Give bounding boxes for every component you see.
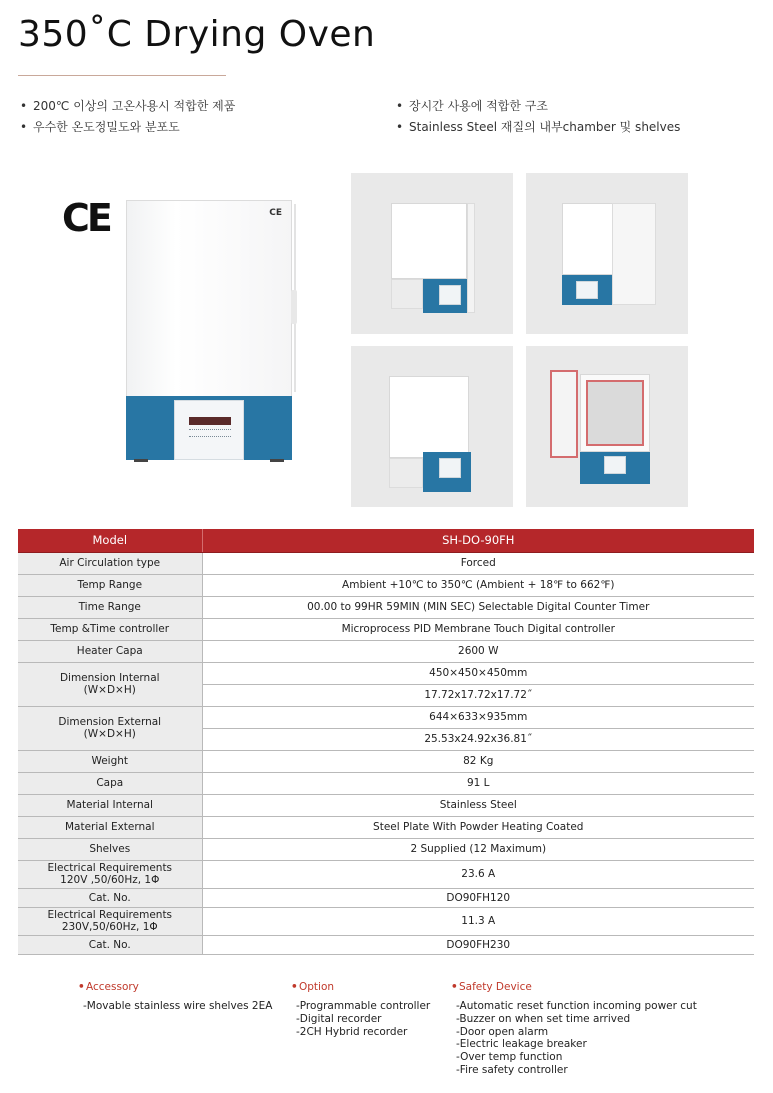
ce-label-icon: CE: [269, 208, 282, 218]
oven-open-door-image: [526, 346, 688, 507]
safety-device-section: [451, 981, 697, 1077]
model-number: SH-DO-90FH: [202, 529, 754, 552]
list-item: -Fire safety controller: [456, 1063, 568, 1076]
list-item: -Door open alarm: [456, 1025, 549, 1038]
spec-value: 11.3 A: [202, 907, 754, 935]
list-item: -Automatic reset function incoming power cut: [456, 1000, 697, 1012]
spec-label: Heater Capa: [18, 640, 202, 662]
table-row: [18, 888, 754, 907]
page-title: 350˚C Drying Oven: [18, 14, 376, 55]
spec-label: Cat. No.: [18, 935, 202, 954]
table-row: [18, 935, 754, 954]
spec-label: Time Range: [18, 596, 202, 618]
spec-value: Stainless Steel: [202, 794, 754, 816]
table-row: [18, 706, 754, 728]
list-item: -Digital recorder: [296, 1012, 382, 1025]
spec-value: 00.00 to 99HR 59MIN (MIN SEC) Selectable Digital Counter Timer: [202, 596, 754, 618]
table-row: [18, 662, 754, 684]
spec-value: 82 Kg: [202, 750, 754, 772]
spec-value: 91 L: [202, 772, 754, 794]
table-row: [18, 596, 754, 618]
oven-view-left-image: [351, 173, 513, 334]
spec-value: 450×450×450mm: [202, 662, 754, 684]
feature-list-right: [396, 96, 680, 138]
spec-label: Dimension Internal (W×D×H): [18, 662, 202, 706]
oven-foot: [270, 459, 284, 462]
table-row: [18, 860, 754, 888]
spec-label: Cat. No.: [18, 888, 202, 907]
feature-item: • 장시간 사용에 적합한 구조: [396, 99, 548, 113]
control-panel: [174, 400, 244, 460]
table-row: [18, 838, 754, 860]
spec-label: Air Circulation type: [18, 552, 202, 574]
feature-item: • 200℃ 이상의 고온사용시 적합한 제품: [20, 99, 236, 113]
spec-value: 23.6 A: [202, 860, 754, 888]
specification-table: [18, 529, 754, 955]
table-row: [18, 794, 754, 816]
table-row: [18, 816, 754, 838]
table-header-row: [18, 529, 754, 552]
title-divider: [18, 75, 226, 76]
spec-label: Material External: [18, 816, 202, 838]
spec-value: Ambient +10℃ to 350℃ (Ambient + 18℉ to 662℉): [202, 574, 754, 596]
spec-value: 644×633×935mm: [202, 706, 754, 728]
section-heading: •Accessory: [78, 981, 139, 993]
option-section: [291, 981, 430, 1038]
table-row: [18, 640, 754, 662]
spec-label: Electrical Requirements 120V ,50/60Hz, 1Φ: [18, 860, 202, 888]
spec-label: Model: [18, 529, 202, 552]
spec-value: 2600 W: [202, 640, 754, 662]
table-row: [18, 618, 754, 640]
section-heading: •Option: [291, 981, 335, 993]
spec-label: Shelves: [18, 838, 202, 860]
digital-display: [189, 417, 231, 425]
spec-label: Dimension External (W×D×H): [18, 706, 202, 750]
spec-value: Microprocess PID Membrane Touch Digital controller: [202, 618, 754, 640]
oven-foot: [134, 459, 148, 462]
spec-label: Material Internal: [18, 794, 202, 816]
oven-front-image: [126, 200, 296, 462]
list-item: -Movable stainless wire shelves 2EA: [83, 1000, 273, 1012]
table-row: [18, 772, 754, 794]
oven-cabinet: [126, 200, 292, 396]
list-item: -Electric leakage breaker: [456, 1038, 587, 1051]
spec-label: Temp &Time controller: [18, 618, 202, 640]
ce-certification-logo: CE: [62, 196, 110, 240]
membrane-keys: [189, 429, 231, 437]
table-row: [18, 552, 754, 574]
accessory-section: [78, 981, 272, 1013]
feature-item: • Stainless Steel 재질의 내부chamber 및 shelves: [396, 120, 681, 134]
section-heading: •Safety Device: [451, 981, 532, 993]
spec-value: 2 Supplied (12 Maximum): [202, 838, 754, 860]
table-row: [18, 907, 754, 935]
oven-view-front-image: [351, 346, 513, 507]
spec-label: Capa: [18, 772, 202, 794]
list-item: -Buzzer on when set time arrived: [456, 1012, 631, 1025]
list-item: -Programmable controller: [296, 1000, 431, 1012]
spec-value: 17.72x17.72x17.72˝: [202, 684, 754, 706]
table-row: [18, 574, 754, 596]
spec-value: DO90FH230: [202, 935, 754, 954]
list-item: -Over temp function: [456, 1051, 563, 1064]
spec-label: Weight: [18, 750, 202, 772]
door-handle: [291, 290, 297, 324]
spec-label: Temp Range: [18, 574, 202, 596]
feature-list-left: [20, 96, 235, 138]
spec-value: 25.53x24.92x36.81˝: [202, 728, 754, 750]
feature-item: • 우수한 온도정밀도와 분포도: [20, 120, 180, 134]
spec-value: Forced: [202, 552, 754, 574]
spec-value: Steel Plate With Powder Heating Coated: [202, 816, 754, 838]
oven-view-right-image: [526, 173, 688, 334]
table-row: [18, 750, 754, 772]
list-item: -2CH Hybrid recorder: [296, 1025, 408, 1038]
spec-value: DO90FH120: [202, 888, 754, 907]
spec-label: Electrical Requirements 230V,50/60Hz, 1Φ: [18, 907, 202, 935]
